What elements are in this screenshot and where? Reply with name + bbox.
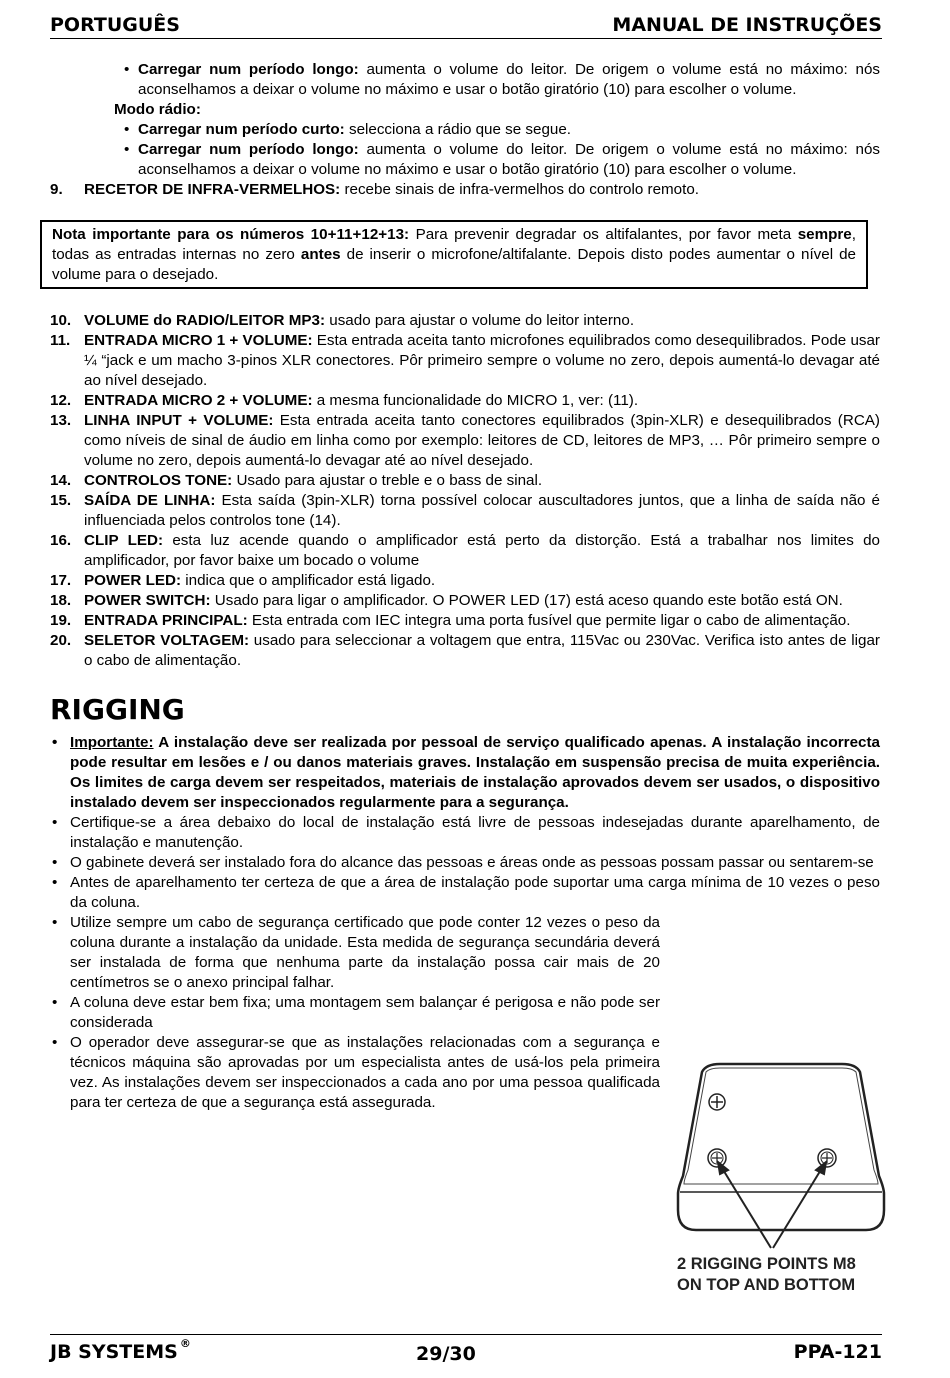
item-text: Esta entrada com IEC integra uma porta fusível que permite ligar o cabo de alimentação.: [247, 612, 851, 629]
item-number: 10.: [50, 312, 72, 329]
item-number: 11.: [50, 332, 71, 349]
numbered-item-12: [50, 391, 880, 411]
item-label: Carregar num período curto:: [138, 121, 345, 138]
item-number: 20.: [50, 632, 72, 649]
important-text: A instalação deve ser realizada por pessoal de serviço qualificado apenas. A instalação incorrecta pode resultar em lesões e / ou danos materiais graves. Instalação em suspensão precisa de muita experiência. Os limites de carga devem ser respeitados, materiais de instalação aprovados devem ser usados, o dispositivo instalado devem ser inspeccionados regularmente para a segurança.: [70, 734, 880, 811]
item-label: CONTROLOS TONE:: [84, 472, 233, 489]
list-item: [50, 853, 880, 873]
item-text: indica que o amplificador está ligado.: [181, 572, 436, 589]
bullet-icon: •: [52, 814, 58, 831]
item-text: usado para ajustar o volume do leitor interno.: [325, 312, 635, 329]
figure-caption-line: 2 RIGGING POINTS M8: [677, 1255, 856, 1273]
item-text: selecciona a rádio que se segue.: [344, 121, 572, 138]
note-emphasis: antes: [300, 246, 341, 263]
item-text: A coluna deve estar bem fixa; uma montagem sem balançar é perigosa e não pode ser considerada: [70, 994, 660, 1031]
numbered-item-19: [50, 611, 880, 631]
item-number: 15.: [50, 492, 72, 509]
item-text: a mesma funcionalidade do MICRO 1, ver: (11).: [312, 392, 639, 409]
item-number: 14.: [50, 472, 72, 489]
numbered-item-15: [50, 491, 880, 531]
item-number: 16.: [50, 532, 72, 549]
bullet-icon: •: [52, 914, 58, 931]
numbered-item-13: [50, 411, 880, 471]
brand-name: JB SYSTEMS: [50, 1341, 178, 1363]
item-text: Antes de aparelhamento ter certeza de que a área de instalação pode suportar uma carga mínima de 10 vezes o peso da coluna.: [70, 874, 880, 911]
item-label: LINHA INPUT + VOLUME:: [84, 412, 274, 429]
item-text: Certifique-se a área debaixo do local de instalação está livre de pessoas indesejadas durante aparelhamento, de instalação e manutenção.: [70, 814, 880, 851]
item-text: aumenta o volume do leitor. De origem o volume está no máximo: nós aconselhamos a deixar o volume no máximo e usar o botão giratório (10) para escolher o volume.: [138, 141, 880, 178]
item-number: 12.: [50, 392, 72, 409]
screw-hole-icon: [818, 1149, 836, 1167]
footer-brand: [50, 1337, 191, 1363]
important-note-box: [40, 220, 868, 289]
bullet-icon: •: [52, 734, 58, 751]
registered-mark: ®: [179, 1337, 191, 1350]
item-label: Carregar num período longo:: [138, 141, 359, 158]
item-label: SAÍDA DE LINHA:: [84, 492, 216, 509]
item-text: Esta saída (3pin-XLR) torna possível colocar auscultadores juntos, que a linha de saída não é influenciada pelos controlos tone (14).: [84, 492, 880, 529]
list-item: [50, 60, 880, 100]
item-text: Esta entrada aceita tanto conectores equilibrados (3pin-XLR) e desequilibrados (RCA) como níveis de sinal de áudio em linha como por exemplo: leitores de CD, leitores de MP3, … Pôr primeiro sempre o volume no zero, depois aumentá-lo devagar até ao nível desejado.: [84, 412, 880, 469]
item-text: usado para seleccionar a voltagem que entra, 115Vac ou 230Vac. Verifica isto antes de ligar o cabo de alimentação.: [84, 632, 880, 669]
item-number: 17.: [50, 572, 72, 589]
note-label: Nota importante para os números 10+11+12+13:: [52, 226, 410, 243]
item-text: Utilize sempre um cabo de segurança certificado que pode conter 12 vezes o peso da coluna durante a instalação da unidade. Esta medida de segurança secundária deverá ser instalada de forma que nenhuma parte da instalação possa cair mais de 20 centímetros se o anexo principal falhar.: [70, 914, 660, 991]
item-label: CLIP LED:: [84, 532, 164, 549]
bullet-icon: •: [52, 854, 58, 871]
list-item: [50, 140, 880, 180]
item-text: esta luz acende quando o amplificador está perto da distorção. Está a trabalhar nos limites do amplificador, por favor baixe um bocado o volume: [84, 532, 881, 569]
item-number: 13.: [50, 412, 72, 429]
item-label: Carregar num período longo:: [138, 61, 359, 78]
list-item: [50, 873, 880, 913]
page-header: [50, 8, 882, 39]
header-title: MANUAL DE INSTRUÇÕES: [612, 14, 882, 36]
numbered-item-17: [50, 571, 880, 591]
item-label: ENTRADA PRINCIPAL:: [84, 612, 248, 629]
note-text: de inserir o microfone/altifalante. Depois disto podes aumentar o nível de volume para o desejado.: [52, 246, 856, 283]
bullet-icon: •: [124, 141, 130, 158]
screw-hole-icon: [708, 1149, 726, 1167]
numbered-item-11: [50, 331, 880, 391]
bullet-icon: •: [52, 874, 58, 891]
page-content: [50, 60, 880, 1113]
bullet-icon: •: [124, 61, 130, 78]
section-title-rigging: RIGGING: [50, 693, 185, 726]
item-text: recebe sinais de infra-vermelhos do controlo remoto.: [340, 181, 700, 198]
item-text: Usado para ligar o amplificador. O POWER LED (17) está aceso quando este botão está ON.: [210, 592, 843, 609]
item-text: O gabinete deverá ser instalado fora do alcance das pessoas e áreas onde as pessoas possam passar ou sentarem-se: [70, 854, 874, 871]
figure-caption-line: ON TOP AND BOTTOM: [677, 1276, 856, 1294]
item-number: 19.: [50, 612, 72, 629]
list-item: [50, 913, 660, 993]
important-label: Importante:: [70, 734, 154, 751]
page-number: 29/30: [416, 1343, 476, 1365]
note-text: , todas as entradas internas no zero: [52, 226, 856, 263]
item-label: RECETOR DE INFRA-VERMELHOS:: [84, 181, 341, 198]
bullet-icon: •: [124, 121, 130, 138]
item-label: ENTRADA MICRO 1 + VOLUME:: [84, 332, 313, 349]
item-number: 9.: [50, 181, 63, 198]
bullet-icon: •: [52, 994, 58, 1011]
item-text: O operador deve assegurar-se que as instalações relacionadas com a segurança e técnicos máquina são aprovadas por um especialista antes de usá-los pela primeira vez. As instalações devem ser inspeccionados a cada ano por uma pessoa qualificada para ter certeza de que a segurança está assegurada.: [70, 1034, 660, 1111]
item-label: ENTRADA MICRO 2 + VOLUME:: [84, 392, 313, 409]
item-number: 18.: [50, 592, 72, 609]
note-emphasis: sempre: [797, 226, 852, 243]
item-text: aumenta o volume do leitor. De origem o volume está no máximo: nós aconselhamos a deixar o volume no máximo e usar o botão giratório (10) para escolher o volume.: [138, 61, 880, 98]
list-item: [50, 993, 660, 1033]
numbered-item-9: [50, 180, 880, 200]
list-item: [50, 813, 880, 853]
screw-hole-icon: [709, 1094, 725, 1110]
item-label: SELETOR VOLTAGEM:: [84, 632, 250, 649]
numbered-item-20: [50, 631, 880, 671]
item-text: Esta entrada aceita tanto microfones equilibrados como desequilibrados. Pode usar ¼ “jack e um macho 3-pinos XLR conectores. Pôr primeiro sempre o volume no zero, depois aumentá-lo devagar até ao nível desejado.: [84, 332, 880, 389]
model-name: PPA-121: [793, 1341, 882, 1363]
numbered-item-10: [50, 311, 880, 331]
radio-mode-title: Modo rádio:: [114, 101, 201, 118]
item-label: POWER SWITCH:: [84, 592, 211, 609]
numbered-item-16: [50, 531, 880, 571]
item-label: POWER LED:: [84, 572, 182, 589]
numbered-item-18: [50, 591, 880, 611]
list-item: [50, 1033, 660, 1113]
page-footer: [50, 1334, 882, 1369]
rigging-important: [50, 733, 880, 813]
bullet-icon: •: [52, 1034, 58, 1051]
list-item: [50, 120, 880, 140]
figure-caption: [677, 1254, 887, 1296]
item-text: Usado para ajustar o treble e o bass de sinal.: [232, 472, 543, 489]
note-text: Para prevenir degradar os altifalantes, por favor meta: [409, 226, 798, 243]
item-label: VOLUME do RADIO/LEITOR MP3:: [84, 312, 326, 329]
numbered-item-14: [50, 471, 880, 491]
header-language: PORTUGUÊS: [50, 14, 180, 36]
